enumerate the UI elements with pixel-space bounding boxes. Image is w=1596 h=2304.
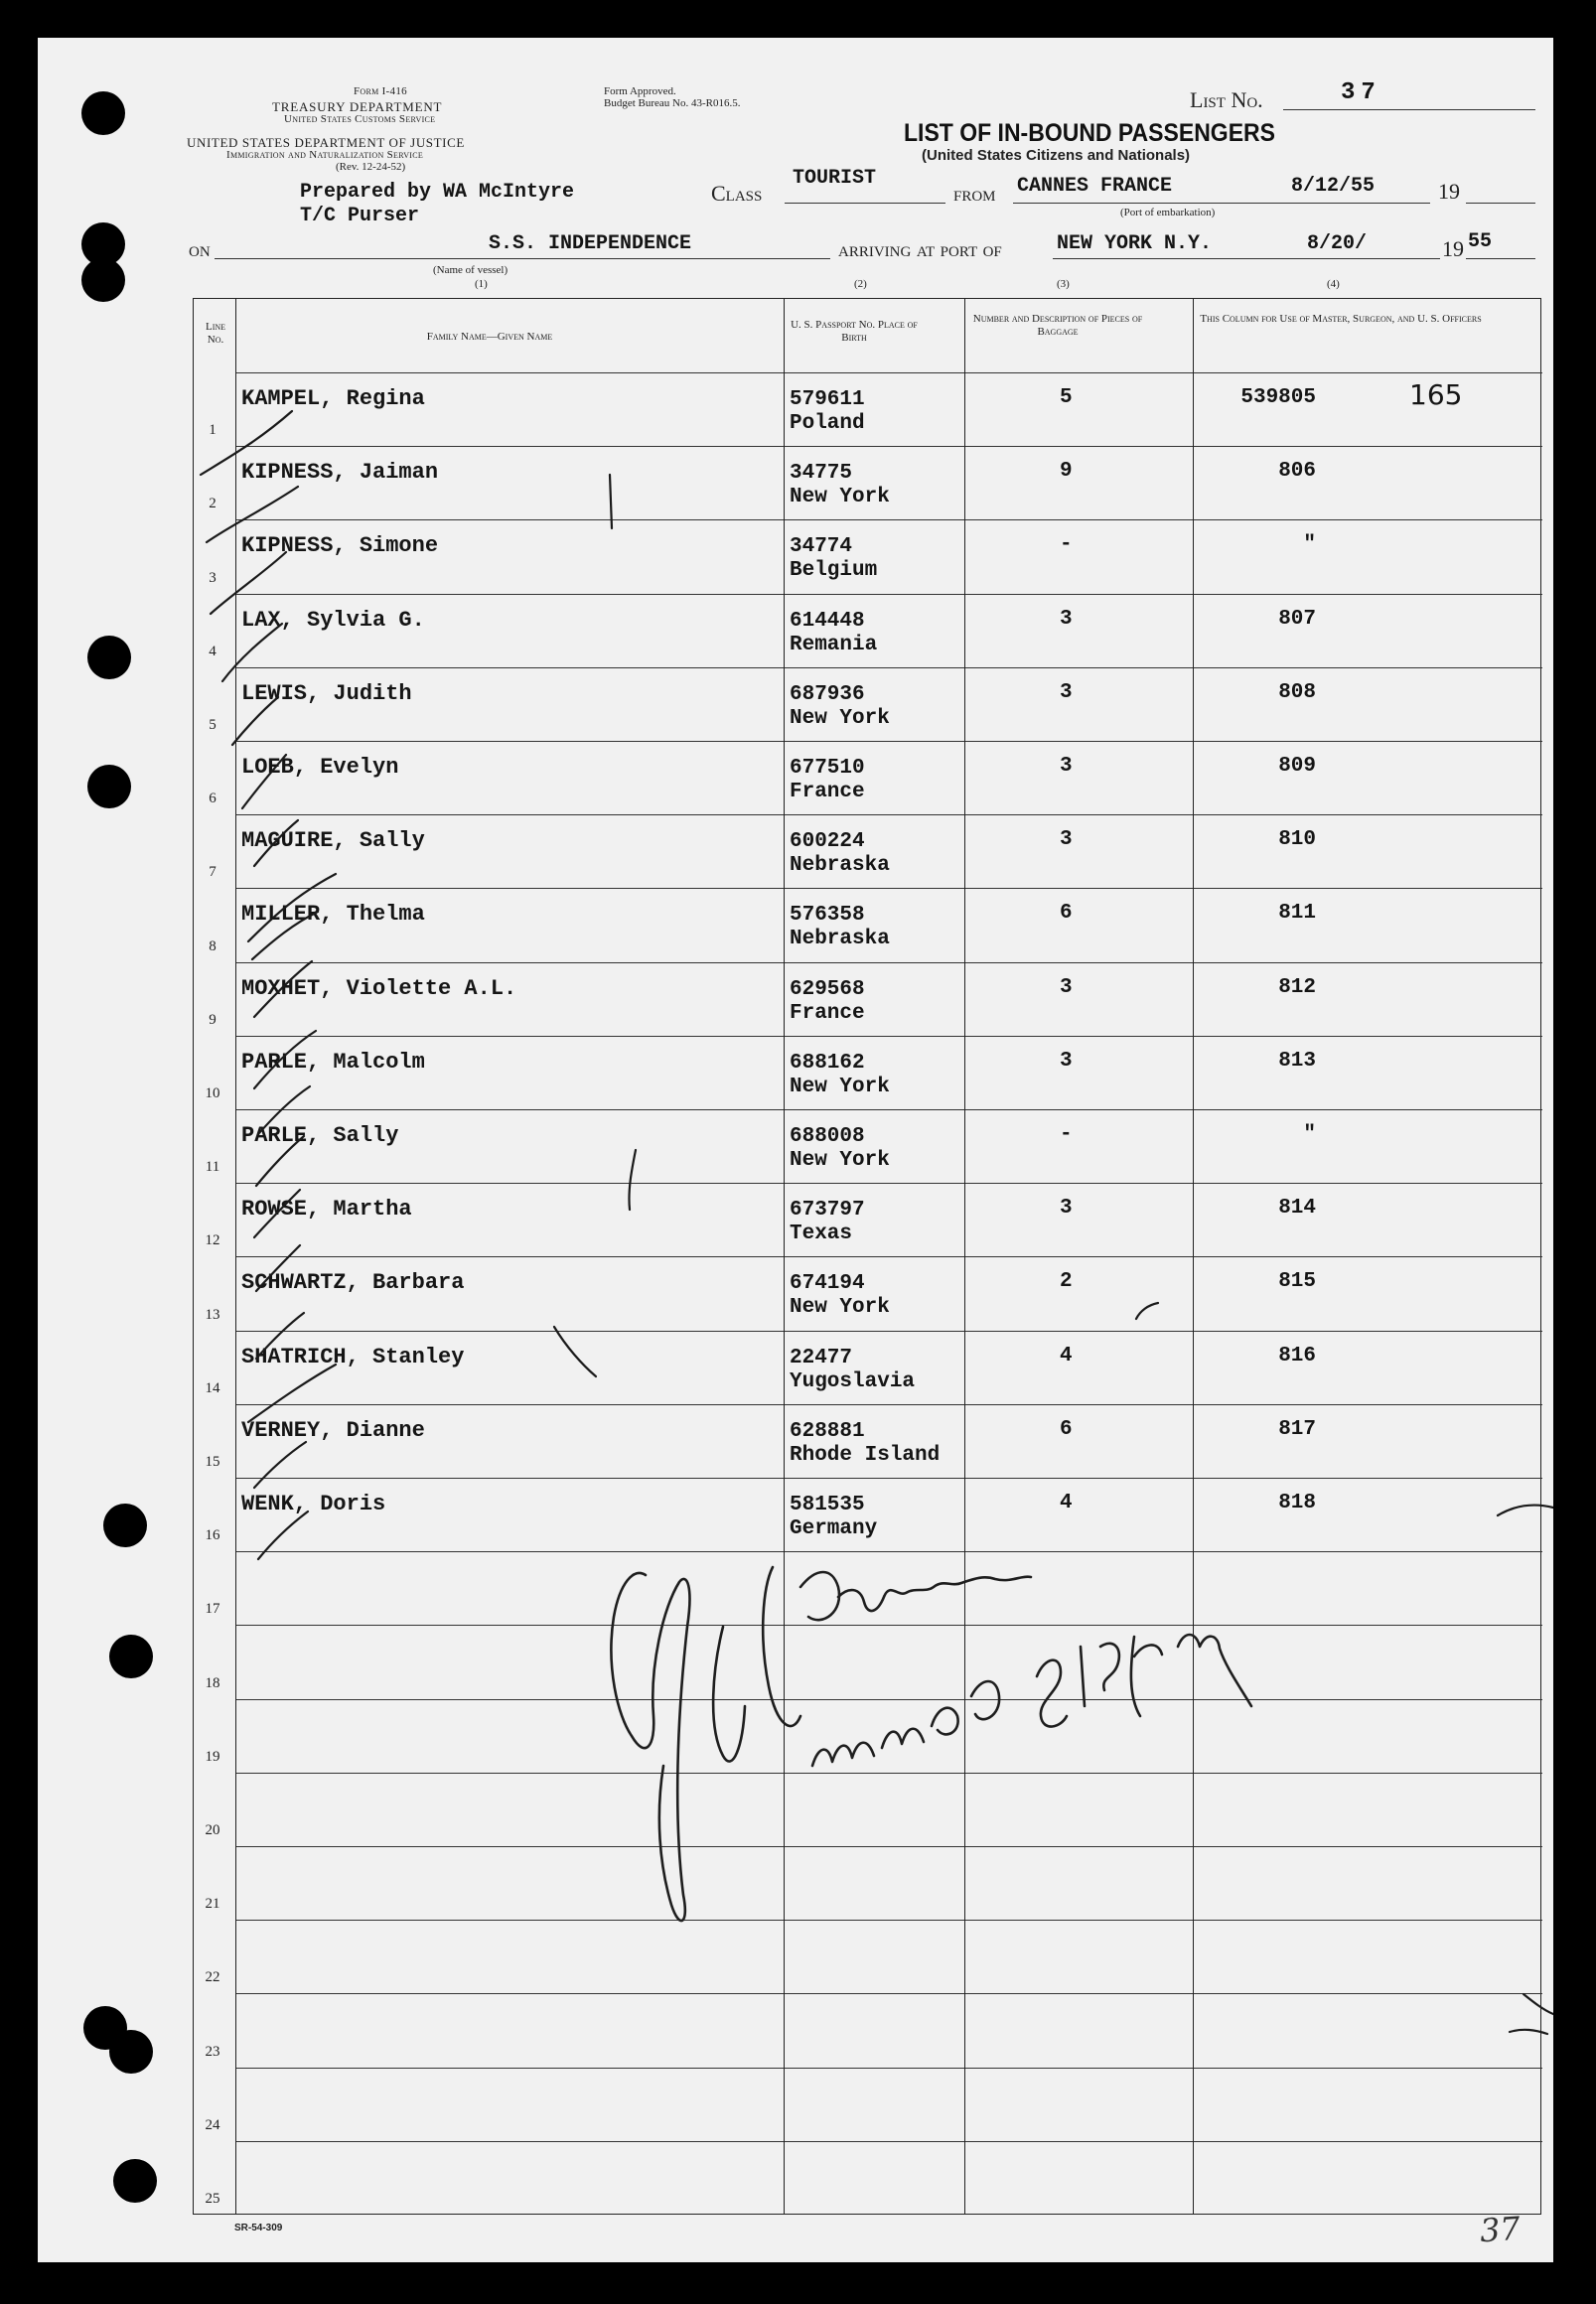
passenger-name: SHATRICH, Stanley — [241, 1344, 465, 1369]
table-row — [194, 1993, 1542, 2067]
header-line-no: Line No. — [205, 321, 226, 346]
place-of-birth: Nebraska — [790, 854, 890, 878]
arrival-port: NEW YORK N.Y. — [1057, 232, 1213, 255]
officer-number: 810 — [1278, 828, 1316, 852]
list-no-value: 37 — [1341, 79, 1381, 106]
table-row — [194, 1920, 1542, 1993]
passport-number: 581535 — [790, 1494, 865, 1516]
budget-bureau: Budget Bureau No. 43-R016.5. — [604, 97, 741, 109]
place-of-birth: New York — [790, 1149, 890, 1172]
punch-hole — [87, 765, 131, 808]
arrival-underline — [1053, 258, 1440, 259]
line-number: 22 — [205, 1969, 220, 1986]
line-number: 8 — [209, 937, 217, 954]
line-number: 10 — [205, 1084, 220, 1101]
passport-number: 628881 — [790, 1419, 865, 1443]
port-embark-label: (Port of embarkation) — [1120, 207, 1216, 218]
place-of-birth: New York — [790, 1296, 890, 1320]
passenger-name: KIPNESS, Simone — [241, 533, 439, 559]
column-divider — [784, 299, 785, 2215]
passenger-name: LOEB, Evelyn — [241, 755, 399, 780]
officer-number: 808 — [1278, 680, 1316, 704]
table-row — [194, 372, 1542, 446]
passenger-name: ROWSE, Martha — [241, 1197, 412, 1223]
officer-number: 813 — [1278, 1049, 1316, 1073]
table-row — [194, 1183, 1542, 1256]
vessel-underline — [215, 258, 830, 259]
prepared-role: T/C Purser — [300, 205, 420, 227]
passenger-name: MILLER, Thelma — [241, 902, 425, 928]
passenger-name: VERNEY, Dianne — [241, 1417, 425, 1443]
line-number: 12 — [205, 1232, 220, 1249]
vessel-label: (Name of vessel) — [433, 264, 508, 276]
officer-number: 811 — [1278, 902, 1316, 926]
from-date: 8/12/55 — [1291, 175, 1376, 198]
officer-number: 814 — [1278, 1197, 1316, 1221]
table-row — [194, 1625, 1542, 1698]
year-prefix: 19 — [1442, 236, 1464, 261]
table-row — [194, 888, 1542, 961]
header-passport: U. S. Passport No. Place of Birth — [791, 319, 918, 344]
baggage-count: 3 — [1060, 828, 1073, 852]
justice-label: UNITED STATES DEPARTMENT OF JUSTICE — [187, 135, 465, 150]
from-underline — [1013, 203, 1430, 204]
officer-number: 809 — [1278, 755, 1316, 778]
place-of-birth: France — [790, 1001, 865, 1025]
from-port: CANNES FRANCE — [1017, 175, 1173, 198]
baggage-count: 4 — [1060, 1344, 1073, 1368]
year-underline — [1466, 203, 1535, 204]
table-row — [194, 741, 1542, 814]
ins-label: Immigration and Naturalization Service — [226, 149, 424, 161]
passenger-list-sheet — [38, 38, 1553, 2262]
passenger-name: SCHWARTZ, Barbara — [241, 1270, 465, 1296]
line-number: 17 — [205, 1601, 220, 1618]
line-number: 18 — [205, 1674, 220, 1691]
column-number-2: (2) — [854, 278, 867, 290]
table-row — [194, 962, 1542, 1036]
column-divider — [235, 299, 236, 2215]
class-value: TOURIST — [793, 167, 877, 190]
passport-number: 688008 — [790, 1125, 865, 1148]
treasury-label: TREASURY DEPARTMENT — [272, 99, 443, 114]
table-row — [194, 814, 1542, 888]
header-officers: This Column for Use of Master, Surgeon, and U. S. Officers — [1200, 313, 1482, 325]
list-no-label: List No. — [1190, 87, 1263, 112]
year-underline — [1466, 258, 1535, 259]
customs-label: United States Customs Service — [284, 113, 436, 125]
passport-number: 576358 — [790, 904, 865, 928]
class-underline — [785, 203, 945, 204]
passenger-name: MOXHET, Violette A.L. — [241, 975, 517, 1001]
line-number: 5 — [209, 716, 217, 733]
line-number: 11 — [205, 1159, 220, 1176]
baggage-count: 3 — [1060, 607, 1073, 631]
passenger-name: LAX, Sylvia G. — [241, 607, 425, 633]
header-name: Family Name—Given Name — [426, 331, 553, 343]
place-of-birth: Germany — [790, 1517, 878, 1540]
baggage-count: 3 — [1060, 1197, 1073, 1221]
passenger-name: WENK, Doris — [241, 1492, 386, 1516]
passenger-name: KAMPEL, Regina — [241, 386, 425, 411]
table-row — [194, 1256, 1542, 1330]
officer-number: 812 — [1278, 975, 1316, 999]
passport-number: 629568 — [790, 977, 865, 1001]
punch-hole — [81, 91, 125, 135]
column-divider — [1193, 299, 1194, 2215]
place-of-birth: Nebraska — [790, 928, 890, 951]
line-number: 3 — [209, 569, 217, 586]
baggage-count: 4 — [1060, 1492, 1073, 1514]
line-number: 4 — [209, 643, 217, 659]
table-row — [194, 519, 1542, 593]
punch-hole — [109, 1635, 153, 1678]
line-number: 21 — [205, 1896, 220, 1913]
line-number: 25 — [205, 2190, 220, 2207]
table-row — [194, 1551, 1542, 1625]
line-number: 2 — [209, 496, 217, 512]
passenger-name: MAGUIRE, Sally — [241, 828, 425, 854]
form-approved: Form Approved. — [604, 85, 676, 97]
arrival-date: 8/20/ — [1307, 232, 1368, 255]
passenger-name: PARLE, Malcolm — [241, 1049, 425, 1075]
place-of-birth: New York — [790, 486, 890, 509]
passport-number: 579611 — [790, 388, 865, 411]
baggage-count: - — [1060, 533, 1073, 557]
punch-hole — [113, 2159, 157, 2203]
table-row — [194, 667, 1542, 741]
table-row — [194, 1773, 1542, 1846]
line-number: 20 — [205, 1821, 220, 1838]
table-row — [194, 1699, 1542, 1773]
place-of-birth: Poland — [790, 412, 865, 435]
prepared-by: Prepared by WA McIntyre — [300, 181, 575, 204]
on-label: on — [189, 236, 211, 261]
table-row — [194, 1331, 1542, 1404]
page-mark: 37 — [1478, 2209, 1522, 2250]
line-number: 24 — [205, 2116, 220, 2133]
table-row — [194, 2141, 1542, 2215]
place-of-birth: France — [790, 781, 865, 803]
line-number: 19 — [205, 1748, 220, 1765]
officer-number: " — [1303, 1123, 1316, 1146]
passport-number: 688162 — [790, 1051, 865, 1075]
passport-number: 34774 — [790, 535, 853, 559]
line-number: 16 — [205, 1527, 220, 1544]
punch-hole — [103, 1504, 147, 1547]
passport-number: 673797 — [790, 1199, 865, 1223]
passenger-name: PARLE, Sally — [241, 1123, 399, 1148]
place-of-birth: Rhode Island — [790, 1443, 941, 1467]
line-number: 23 — [205, 2043, 220, 2060]
arriving-label: arriving at port of — [838, 236, 1002, 261]
punch-hole — [109, 2030, 153, 2074]
officer-number: " — [1303, 533, 1316, 557]
table-row — [194, 594, 1542, 667]
table-row — [194, 1846, 1542, 1920]
table-row — [194, 1109, 1542, 1183]
header-baggage: Number and Description of Pieces of Baggage — [972, 313, 1143, 338]
line-number: 14 — [205, 1379, 220, 1396]
passport-number: 687936 — [790, 682, 865, 706]
column-divider — [964, 299, 965, 2215]
baggage-count: 6 — [1060, 1417, 1073, 1441]
passport-number: 34775 — [790, 462, 853, 486]
passenger-name: KIPNESS, Jaiman — [241, 460, 439, 486]
year-prefix: 19 — [1438, 179, 1460, 204]
place-of-birth: Belgium — [790, 559, 878, 583]
line-number: 9 — [209, 1011, 217, 1028]
line-number: 7 — [209, 864, 217, 881]
punch-hole — [81, 258, 125, 302]
passport-number: 600224 — [790, 830, 865, 854]
officer-number: 539805 — [1240, 386, 1316, 409]
form-number: Form I-416 — [354, 85, 407, 97]
baggage-count: 3 — [1060, 680, 1073, 704]
baggage-count: 3 — [1060, 755, 1073, 778]
passport-number: 22477 — [790, 1346, 853, 1369]
page-title: LIST OF IN-BOUND PASSENGERS — [904, 119, 1275, 147]
place-of-birth: Yugoslavia — [790, 1369, 916, 1393]
table-row — [194, 1036, 1542, 1109]
line-number: 1 — [209, 422, 217, 439]
footer-code: SR-54-309 — [234, 2223, 283, 2233]
line-number: 6 — [209, 791, 217, 807]
table-row — [194, 1478, 1542, 1551]
baggage-count: - — [1060, 1123, 1073, 1146]
officer-number: 807 — [1278, 607, 1316, 631]
passport-number: 674194 — [790, 1272, 865, 1296]
vessel-name: S.S. INDEPENDENCE — [489, 232, 692, 255]
column-number-1: (1) — [475, 278, 488, 290]
column-number-3: (3) — [1057, 278, 1070, 290]
baggage-count: 9 — [1060, 460, 1073, 484]
arrival-year: 55 — [1468, 230, 1493, 253]
column-number-4: (4) — [1327, 278, 1340, 290]
from-label: from — [953, 181, 996, 206]
rev-label: (Rev. 12-24-52) — [336, 161, 406, 173]
line-number: 13 — [205, 1306, 220, 1323]
officer-number: 806 — [1278, 460, 1316, 484]
place-of-birth: New York — [790, 706, 890, 730]
table-row — [194, 2068, 1542, 2141]
passport-number: 614448 — [790, 609, 865, 633]
baggage-count: 5 — [1060, 386, 1073, 409]
table-row — [194, 1404, 1542, 1478]
baggage-count: 3 — [1060, 1049, 1073, 1073]
line-number: 15 — [205, 1453, 220, 1470]
table-row — [194, 446, 1542, 519]
list-no-underline — [1283, 109, 1535, 110]
passport-number: 677510 — [790, 757, 865, 780]
place-of-birth: New York — [790, 1075, 890, 1098]
passenger-name: LEWIS, Judith — [241, 680, 412, 706]
class-label: Class — [711, 181, 763, 206]
page-subtitle: (United States Citizens and Nationals) — [922, 147, 1191, 164]
place-of-birth: Texas — [790, 1223, 853, 1246]
place-of-birth: Remania — [790, 633, 878, 656]
baggage-count: 2 — [1060, 1270, 1073, 1294]
officer-number: 817 — [1278, 1417, 1316, 1441]
officer-number: 816 — [1278, 1344, 1316, 1368]
passenger-table — [193, 298, 1541, 2215]
officer-annotation: 165 — [1409, 378, 1463, 411]
officer-number: 815 — [1278, 1270, 1316, 1294]
baggage-count: 6 — [1060, 902, 1073, 926]
baggage-count: 3 — [1060, 975, 1073, 999]
officer-number: 818 — [1278, 1492, 1316, 1514]
punch-hole — [87, 636, 131, 679]
